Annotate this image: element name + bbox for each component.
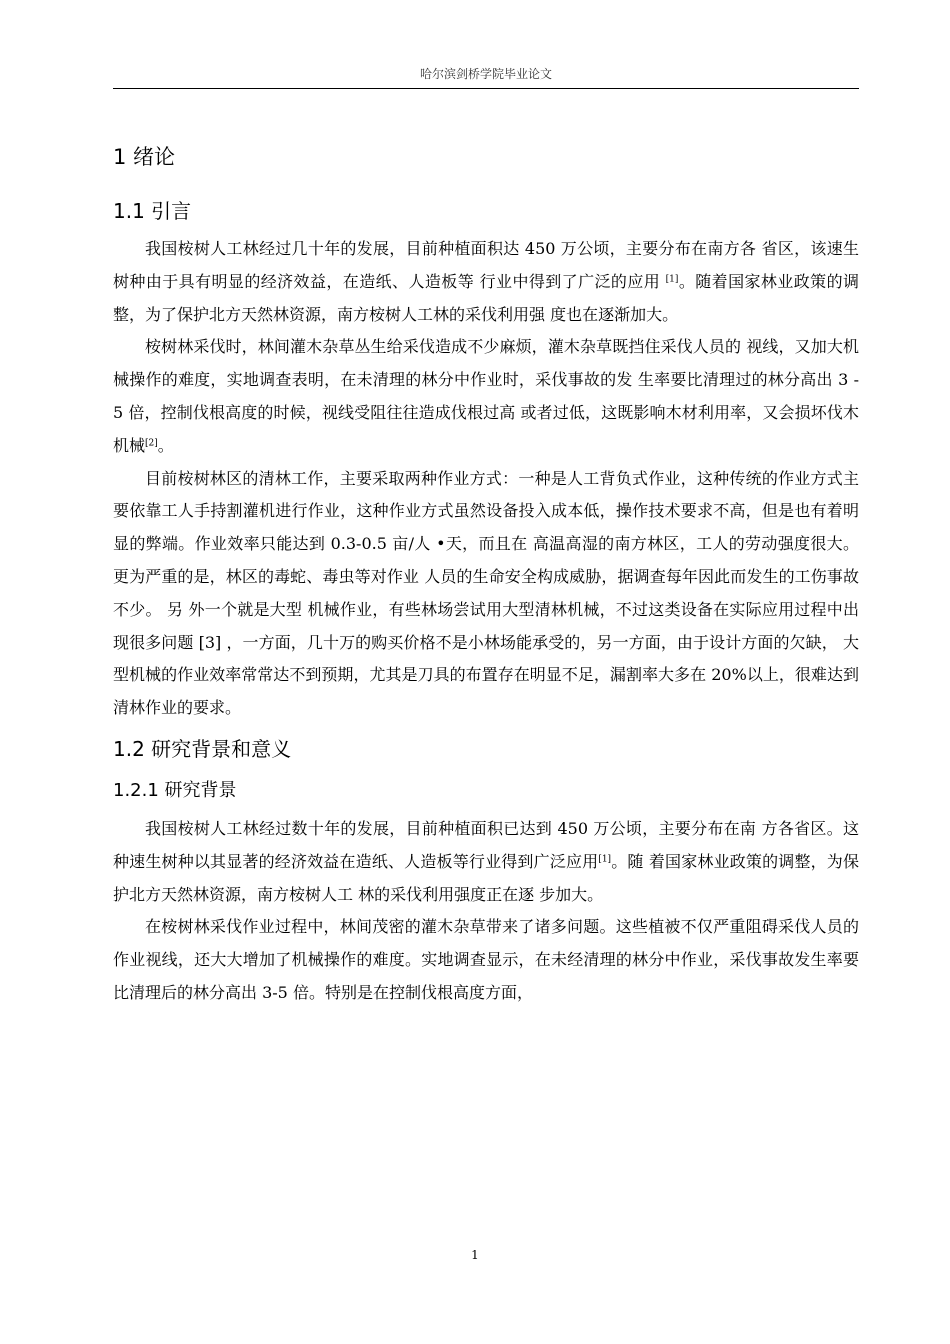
paragraph-text: 目前桉树林区的清林工作，主要采取两种作业方式：一种是人工背负式作业，这种传统的作业方式主要依靠工人手持割灌机进行作业，这种作业方式虽然设备投入成本低，操作技术要求不高，但是也有着明显的弊端。作业效率只能达到 0.3-0.5 亩/人 •天，而且在 高温高湿的南方林区，工人的劳动强度很大。更为严重的是，林区的毒蛇、毒虫等对作业 人员的生命安全构成威胁，据调查每年因此而发生的工伤事故不少。 另 外一个就是大型 机械作业，有些林场尝试用大型清林机械，不过这类设备在实际应用过程中出现很多问题 [3] ，一方面，几十万的购买价格不是小林场能承受的，另一方面，由于设计方面的欠缺， 大型机械的作业效率常常达不到预期，尤其是刀具的布置存在明显不足，漏割率大多在 20%以上，很难达到清林作业的要求。 bbox=[113, 468, 859, 718]
paragraph bbox=[113, 911, 859, 1009]
page-header bbox=[113, 60, 859, 89]
citation-ref: [1] bbox=[598, 854, 612, 865]
section-title-intro: 1.1 引言 bbox=[113, 199, 192, 223]
document-body bbox=[113, 135, 859, 1010]
page-number: 1 bbox=[471, 1248, 479, 1262]
section-title-background: 1.2 研究背景和意义 bbox=[113, 736, 292, 761]
header-title: 哈尔滨剑桥学院毕业论文 bbox=[419, 67, 552, 81]
paragraph bbox=[113, 331, 859, 462]
paragraph-text: 我国桉树人工林经过数十年的发展，目前种植面积已达到 450 万公顷，主要分布在南 方各省区。这种速生树种以其显著的经济效益在造纸、人造板等行业得到广泛应用 bbox=[113, 818, 859, 871]
paragraph bbox=[113, 233, 859, 331]
citation-ref: [1] bbox=[665, 274, 679, 285]
paragraph-text: 我国桉树人工林经过几十年的发展，目前种植面积达 450 万公顷，主要分布在南方各 省区，该速生树种由于具有明显的经济效益，在造纸、人造板等 行业中得到了广泛的应用 bbox=[113, 239, 859, 291]
citation-ref: [2] bbox=[145, 438, 158, 449]
subsection-title: 1.2.1 研究背景 bbox=[113, 779, 237, 801]
chapter-title: 1 绪论 bbox=[113, 145, 176, 169]
paragraph-text: 在桉树林采伐作业过程中，林间茂密的灌木杂草带来了诸多问题。这些植被不仅严重阻碍采伐人员的作业视线，还大大增加了机械操作的难度。实地调查显示，在未经清理的林分中作业，采伐事故发生率要比清理后的林分高出 3-5 倍。特别是在控制伐根高度方面， bbox=[113, 917, 859, 1002]
paragraph bbox=[113, 813, 859, 911]
paragraph bbox=[113, 463, 859, 725]
paragraph-text-after: 。随着国家林业政策的调整，为了保护北方天然林资源，南方桉树人工林的采伐利用强 度也在逐渐加大。 bbox=[113, 271, 859, 324]
paragraph-text-after: 。随 着国家林业政策的调整，为保护北方天然林资源，南方桉树人工 林的采伐利用强度正在逐 步加大。 bbox=[113, 851, 859, 904]
paragraph-text-after: 。 bbox=[157, 435, 174, 455]
paragraph-text: 桉树林采伐时，林间灌木杂草丛生给采伐造成不少麻烦，灌木杂草既挡住采伐人员的 视线，又加大机械操作的难度，实地调查表明，在未清理的林分中作业时，采伐事故的发 生率要比清理过的林分高出 3 - 5 倍，控制伐根高度的时候，视线受阻往往造成伐根过高 或者过低，这既影响木材利用率，又会损坏伐木机械 bbox=[113, 337, 859, 455]
